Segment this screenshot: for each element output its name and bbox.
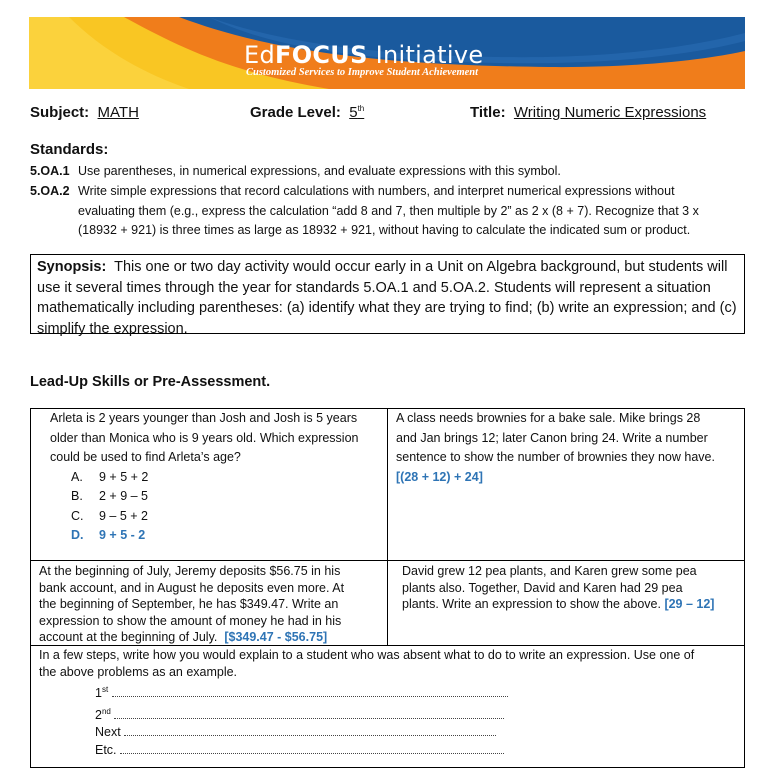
problem-pea-plants-cell: David grew 12 pea plants, and Karen grew some pea plants also. Together, David and Karen had 29 pea plants. Write an expression to show the above. [29 – 12] bbox=[387, 560, 745, 646]
problems-table bbox=[30, 408, 745, 768]
synopsis-text: This one or two day activity would occur early in a Unit on Algebra background, but students will use it several times through the year for standards 5.OA.1 and 5.OA.2. Students will represent a situation mathematically including parentheses: (a) identify what they are trying to find; (b) write an expression; and (c) simplify the expression. bbox=[37, 259, 737, 337]
banner-title: EdFOCUS Initiative bbox=[244, 41, 484, 69]
subject-value: MATH bbox=[97, 104, 139, 121]
brownies-answer: [(28 + 12) + 24] bbox=[396, 469, 483, 484]
title-value: Writing Numeric Expressions bbox=[513, 104, 707, 121]
lead-up-heading: Lead-Up Skills or Pre-Assessment. bbox=[30, 374, 271, 390]
pea-plants-answer: [29 – 12] bbox=[664, 597, 715, 611]
standard-5oa1: 5.OA.1 Use parentheses, in numerical expressions, and evaluate expressions with this symbol. bbox=[30, 164, 561, 178]
option-a: A. 9 + 5 + 2 bbox=[71, 469, 149, 484]
step-next-line: Next bbox=[95, 724, 738, 742]
steps-list bbox=[39, 681, 738, 759]
title-field: Title: Writing Numeric Expressions bbox=[470, 104, 707, 121]
banner-subtitle: Customized Services to Improve Student Achievement bbox=[246, 67, 479, 78]
step-etc-line: Etc. bbox=[95, 742, 738, 760]
grade-field: Grade Level: 5th bbox=[250, 104, 365, 121]
explain-steps-cell: In a few steps, write how you would explain to a student who was absent what to do to write an expression. Use one of the above problems as an example. 1st 2nd Next Etc. bbox=[30, 645, 745, 768]
standards-heading: Standards: bbox=[30, 141, 109, 158]
grade-value: 5th bbox=[349, 104, 365, 121]
step-1-line: 1st bbox=[95, 681, 738, 703]
answer-options bbox=[50, 468, 381, 546]
option-d-correct: D. 9 + 5 - 2 bbox=[71, 528, 146, 542]
option-c: C. 9 – 5 + 2 bbox=[71, 508, 148, 523]
jeremy-answer: [$349.47 - $56.75] bbox=[224, 630, 328, 644]
edfocus-banner bbox=[29, 17, 745, 89]
problem-jeremy-cell: At the beginning of July, Jeremy deposits $56.75 in his bank account, and in August he deposits even more. At the beginning of September, he has $349.47. Write an expression to show the amount of money he had in his account at the beginning of July. [$349.47 - $56.75] bbox=[30, 560, 388, 646]
synopsis-label: Synopsis: bbox=[37, 259, 107, 275]
problem-brownies-cell: A class needs brownies for a bake sale. Mike brings 28 and Jan brings 12; later Canon bring 24. Write a number sentence to show the number of brownies they now have. [(28 + 12) + 24] bbox=[387, 408, 745, 561]
step-2-line: 2nd bbox=[95, 703, 738, 725]
subject-field: Subject: MATH bbox=[30, 104, 139, 121]
option-b: B. 2 + 9 – 5 bbox=[71, 489, 148, 503]
standard-5oa2: 5.OA.2 Write simple expressions that record calculations with numbers, and interpret numerical expressions without evaluating them (e.g., express the calculation “add 8 and 7, then multiple by 2” as 2 x (8 + 7). Recognize that 3 x (18932 + 921) is three times as large as 18932 + 921, without having to calculate the indicated sum or product. bbox=[30, 184, 699, 237]
problem-arleta-cell: Arleta is 2 years younger than Josh and Josh is 5 years older than Monica who is 9 years old. Which expression could be used to find Arleta’s age? A. 9 + 5 + 2 B. 2 + 9 – 5 C. 9 – 5 + 2 D. 9 + 5 - 2 bbox=[30, 408, 388, 561]
synopsis-box bbox=[30, 254, 745, 337]
